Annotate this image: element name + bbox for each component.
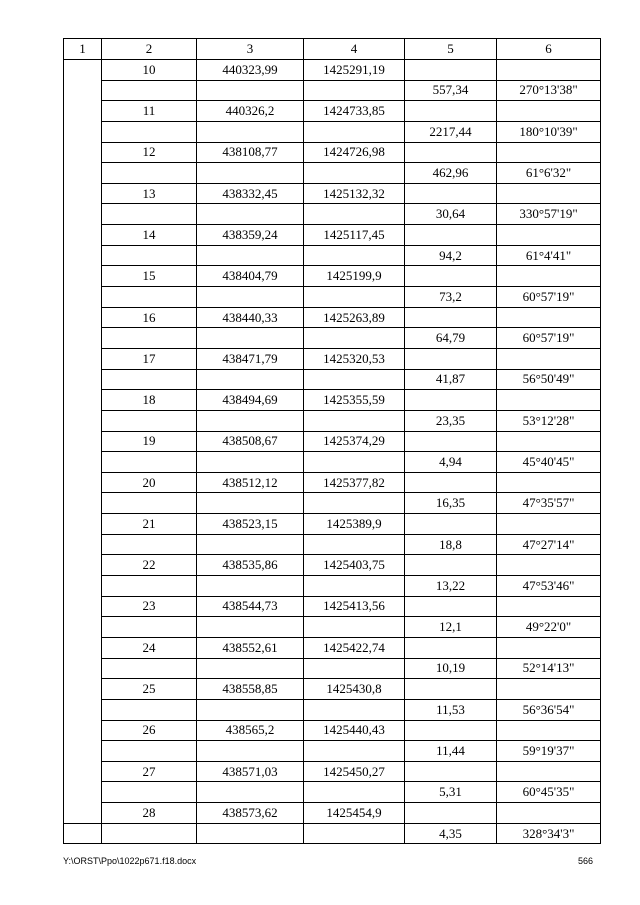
table-cell-col3 [197, 493, 304, 514]
table-cell-col3: 438523,15 [197, 514, 304, 535]
table-cell-col2: 14 [102, 225, 197, 246]
table-cell-col4: 1425413,56 [304, 596, 405, 617]
table-cell-col2 [102, 328, 197, 349]
table-cell-col3 [197, 328, 304, 349]
table-cell-col3 [197, 452, 304, 473]
table-cell-col3: 438558,85 [197, 679, 304, 700]
table-cell-col2: 27 [102, 761, 197, 782]
table-cell-col4: 1425440,43 [304, 720, 405, 741]
table-cell-col3 [197, 410, 304, 431]
table-cell-col3 [197, 163, 304, 184]
table-cell-col4 [304, 741, 405, 762]
table-cell-col6 [497, 307, 601, 328]
table-cell-col6: 52°14'13" [497, 658, 601, 679]
table-cell-col5 [405, 142, 497, 163]
table-row [64, 204, 601, 225]
table-cell-col6: 330°57'19" [497, 204, 601, 225]
table-cell-col5: 30,64 [405, 204, 497, 225]
table-cell-col3: 438565,2 [197, 720, 304, 741]
table-cell-col4: 1425389,9 [304, 514, 405, 535]
table-cell-col6 [497, 596, 601, 617]
table-cell-col5 [405, 472, 497, 493]
table-cell-col4: 1425403,75 [304, 555, 405, 576]
table-cell-col5: 41,87 [405, 369, 497, 390]
table-cell-col6 [497, 142, 601, 163]
table-cell-col6: 61°4'41" [497, 245, 601, 266]
table-cell-col6: 180°10'39" [497, 121, 601, 142]
table-row [64, 121, 601, 142]
coordinates-table [63, 38, 601, 844]
table-row [64, 410, 601, 431]
table-cell-col6: 60°57'19" [497, 287, 601, 308]
table-cell-col3 [197, 823, 304, 844]
table-cell-col6: 53°12'28" [497, 410, 601, 431]
table-cell-col3: 438404,79 [197, 266, 304, 287]
table-cell-col4 [304, 534, 405, 555]
table-cell-col5: 557,34 [405, 80, 497, 101]
table-cell-col2: 18 [102, 390, 197, 411]
table-row [64, 555, 601, 576]
table-cell-col5: 11,53 [405, 699, 497, 720]
table-row [64, 142, 601, 163]
table-row [64, 245, 601, 266]
table-cell-col2 [102, 163, 197, 184]
table-cell-col4: 1425320,53 [304, 348, 405, 369]
table-cell-col6 [497, 514, 601, 535]
table-cell-col3 [197, 121, 304, 142]
table-row [64, 307, 601, 328]
table-cell-col6: 60°57'19" [497, 328, 601, 349]
table-cell-col3: 438494,69 [197, 390, 304, 411]
table-cell-col2 [102, 287, 197, 308]
table-cell-col4 [304, 576, 405, 597]
table-cell-col4 [304, 452, 405, 473]
table-cell-col2 [102, 80, 197, 101]
table-cell-col6: 49°22'0" [497, 617, 601, 638]
table-row [64, 699, 601, 720]
table-row [64, 183, 601, 204]
table-cell-col3: 440323,99 [197, 60, 304, 81]
table-cell-col2: 17 [102, 348, 197, 369]
table-row [64, 80, 601, 101]
table-row [64, 101, 601, 122]
table-cell-col6 [497, 266, 601, 287]
header-cell: 3 [197, 39, 304, 60]
table-cell-col6 [497, 555, 601, 576]
table-cell-col4 [304, 121, 405, 142]
table-cell-col5 [405, 761, 497, 782]
table-cell-col4: 1425374,29 [304, 431, 405, 452]
table-cell-col4: 1425263,89 [304, 307, 405, 328]
table-cell-col4 [304, 245, 405, 266]
header-cell: 2 [102, 39, 197, 60]
table-cell-col2 [102, 204, 197, 225]
table-cell-col6 [497, 183, 601, 204]
table-cell-col5 [405, 679, 497, 700]
table-cell-col6 [497, 225, 601, 246]
table-cell-col3: 440326,2 [197, 101, 304, 122]
table-cell-col4 [304, 823, 405, 844]
table-row [64, 576, 601, 597]
table-cell-col2 [102, 782, 197, 803]
table-cell-col4 [304, 287, 405, 308]
table-cell-col6: 328°34'3" [497, 823, 601, 844]
table-cell-col2: 24 [102, 637, 197, 658]
table-cell-col2: 28 [102, 803, 197, 824]
table-cell-col5: 23,35 [405, 410, 497, 431]
table-cell-col5 [405, 183, 497, 204]
table-cell-col3 [197, 287, 304, 308]
table-cell-col2: 10 [102, 60, 197, 81]
table-cell-col3: 438471,79 [197, 348, 304, 369]
table-row [64, 431, 601, 452]
table-cell-col6 [497, 679, 601, 700]
table-cell-col5 [405, 803, 497, 824]
table-cell-col4 [304, 617, 405, 638]
table-cell-col4: 1425132,32 [304, 183, 405, 204]
table-row [64, 761, 601, 782]
table-cell-col2 [102, 410, 197, 431]
table-cell-col6 [497, 390, 601, 411]
table-cell-col2 [102, 741, 197, 762]
table-row [64, 266, 601, 287]
table-cell-col4 [304, 493, 405, 514]
table-cell-col5: 4,35 [405, 823, 497, 844]
table-cell-col4: 1425199,9 [304, 266, 405, 287]
table-cell-col2 [102, 699, 197, 720]
table-cell-col2: 13 [102, 183, 197, 204]
table-cell-col3 [197, 204, 304, 225]
table-cell-col2 [102, 245, 197, 266]
table-cell-col4: 1425291,19 [304, 60, 405, 81]
table-cell-col5: 18,8 [405, 534, 497, 555]
table-cell-col5 [405, 266, 497, 287]
table-cell-col5: 2217,44 [405, 121, 497, 142]
table-cell-col3 [197, 741, 304, 762]
table-cell-col6 [497, 803, 601, 824]
table-cell-col2: 25 [102, 679, 197, 700]
header-cell: 4 [304, 39, 405, 60]
table-row [64, 60, 601, 81]
table-cell-col2: 21 [102, 514, 197, 535]
table-cell-col5 [405, 307, 497, 328]
table-cell-col5 [405, 720, 497, 741]
table-cell-col5: 12,1 [405, 617, 497, 638]
table-cell-col4 [304, 658, 405, 679]
table-row [64, 617, 601, 638]
table-cell-col5 [405, 390, 497, 411]
table-row [64, 472, 601, 493]
table-cell-col6: 56°50'49" [497, 369, 601, 390]
table-cell-col3: 438108,77 [197, 142, 304, 163]
table-cell-col4 [304, 80, 405, 101]
table-cell-col2: 23 [102, 596, 197, 617]
table-cell-col2 [102, 534, 197, 555]
table-cell-col2: 19 [102, 431, 197, 452]
table-row [64, 225, 601, 246]
table-cell-col2 [102, 493, 197, 514]
table-cell-col3: 438552,61 [197, 637, 304, 658]
table-cell-col5 [405, 637, 497, 658]
table-row [64, 658, 601, 679]
header-cell: 5 [405, 39, 497, 60]
table-cell-col5: 16,35 [405, 493, 497, 514]
table-cell-col4: 1424733,85 [304, 101, 405, 122]
table-cell-col5: 73,2 [405, 287, 497, 308]
table-cell-col3: 438571,03 [197, 761, 304, 782]
table-cell-col3: 438544,73 [197, 596, 304, 617]
table-row [64, 637, 601, 658]
table-row [64, 390, 601, 411]
table-row [64, 803, 601, 824]
table-cell-col3 [197, 80, 304, 101]
table-row [64, 782, 601, 803]
table-cell-col5 [405, 555, 497, 576]
table-cell-col2: 11 [102, 101, 197, 122]
table-cell-col6 [497, 637, 601, 658]
table-cell-col4: 1425355,59 [304, 390, 405, 411]
table-row [64, 514, 601, 535]
table-cell-col5: 13,22 [405, 576, 497, 597]
table-cell-col6: 59°19'37" [497, 741, 601, 762]
table-cell-col4: 1425454,9 [304, 803, 405, 824]
table-cell-col2 [102, 452, 197, 473]
table-cell-col3: 438440,33 [197, 307, 304, 328]
table-cell-col5 [405, 431, 497, 452]
table-header-row [64, 39, 601, 60]
table-row [64, 369, 601, 390]
table-cell-col3 [197, 369, 304, 390]
table-cell-col6 [497, 60, 601, 81]
table-cell-col5: 462,96 [405, 163, 497, 184]
table-cell-col4 [304, 782, 405, 803]
table-cell-col3: 438332,45 [197, 183, 304, 204]
table-cell-col4: 1425450,27 [304, 761, 405, 782]
table-cell-col5 [405, 101, 497, 122]
table-cell-col4: 1425117,45 [304, 225, 405, 246]
table-row [64, 348, 601, 369]
table-row [64, 287, 601, 308]
table-cell-col3: 438508,67 [197, 431, 304, 452]
table-cell-col2: 12 [102, 142, 197, 163]
table-cell-col4: 1425430,8 [304, 679, 405, 700]
footer-file-path: Y:\ORST\Ppo\1022p671.f18.docx [63, 856, 197, 866]
table-cell-col5 [405, 60, 497, 81]
table-cell-col4 [304, 699, 405, 720]
table-cell-col5: 64,79 [405, 328, 497, 349]
header-cell: 1 [64, 39, 102, 60]
table-cell-col5 [405, 514, 497, 535]
table-cell-col4 [304, 204, 405, 225]
table-cell-col3 [197, 782, 304, 803]
table-cell-col6: 47°27'14" [497, 534, 601, 555]
table-row [64, 328, 601, 349]
table-cell-col6: 45°40'45" [497, 452, 601, 473]
table-cell-col4 [304, 328, 405, 349]
table-cell-col3 [197, 576, 304, 597]
table-cell-col6: 270°13'38" [497, 80, 601, 101]
table-cell-col3 [197, 534, 304, 555]
table-cell-col2 [102, 658, 197, 679]
table-cell-col3: 438535,86 [197, 555, 304, 576]
table-cell-col6: 47°53'46" [497, 576, 601, 597]
table-cell-col1 [64, 823, 102, 844]
table-cell-col6 [497, 472, 601, 493]
table-cell-col6 [497, 431, 601, 452]
table-cell-col6: 56°36'54" [497, 699, 601, 720]
table-cell-col5: 10,19 [405, 658, 497, 679]
table-cell-col5 [405, 596, 497, 617]
table-row [64, 823, 601, 844]
table-cell-col2 [102, 369, 197, 390]
table-cell-col6: 61°6'32" [497, 163, 601, 184]
table-cell-col2: 20 [102, 472, 197, 493]
header-cell: 6 [497, 39, 601, 60]
table-cell-col5: 5,31 [405, 782, 497, 803]
table-row [64, 679, 601, 700]
table-cell-col3 [197, 617, 304, 638]
table-cell-col6: 60°45'35" [497, 782, 601, 803]
table-cell-col4 [304, 410, 405, 431]
table-cell-col2 [102, 121, 197, 142]
table-cell-col2: 16 [102, 307, 197, 328]
table-cell-col5 [405, 348, 497, 369]
table-cell-col4 [304, 163, 405, 184]
table-cell-col2 [102, 617, 197, 638]
table-row [64, 452, 601, 473]
table-cell-col3: 438512,12 [197, 472, 304, 493]
table-cell-col2 [102, 823, 197, 844]
table-cell-col3 [197, 699, 304, 720]
table-cell-col3 [197, 658, 304, 679]
table-cell-col4: 1425422,74 [304, 637, 405, 658]
table-cell-col2: 15 [102, 266, 197, 287]
table-cell-col5: 94,2 [405, 245, 497, 266]
table-cell-col5: 11,44 [405, 741, 497, 762]
table-cell-col6 [497, 761, 601, 782]
table-row [64, 741, 601, 762]
table-row [64, 720, 601, 741]
footer-page-number: 566 [578, 856, 594, 866]
table-cell-col6 [497, 101, 601, 122]
table-cell-col5: 4,94 [405, 452, 497, 473]
table-cell-col3 [197, 245, 304, 266]
table-row [64, 534, 601, 555]
table-cell-col1 [64, 60, 102, 824]
table-cell-col4 [304, 369, 405, 390]
table-row [64, 596, 601, 617]
table-cell-col5 [405, 225, 497, 246]
table-row [64, 163, 601, 184]
table-cell-col2 [102, 576, 197, 597]
table-cell-col4: 1424726,98 [304, 142, 405, 163]
table-cell-col2: 22 [102, 555, 197, 576]
table-cell-col4: 1425377,82 [304, 472, 405, 493]
table-cell-col2: 26 [102, 720, 197, 741]
table-cell-col6 [497, 348, 601, 369]
table-cell-col3: 438573,62 [197, 803, 304, 824]
table-cell-col6 [497, 720, 601, 741]
table-row [64, 493, 601, 514]
table-cell-col3: 438359,24 [197, 225, 304, 246]
table-cell-col6: 47°35'57" [497, 493, 601, 514]
